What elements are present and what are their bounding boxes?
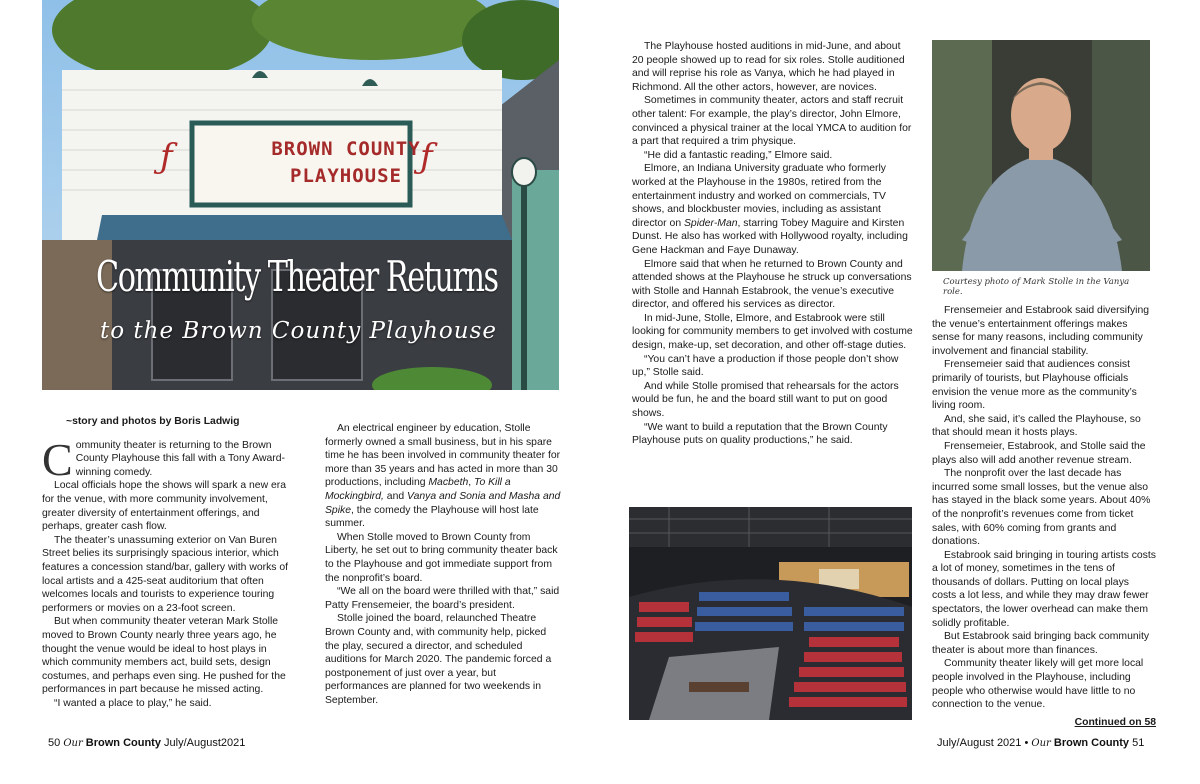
- auditorium-photo: [629, 507, 912, 720]
- article-column-3: [632, 40, 914, 448]
- svg-text:ƒ: ƒ: [420, 137, 433, 177]
- auditorium-illustration: [629, 507, 912, 720]
- paragraph: Stolle joined the board, relaunched Theatre Brown County and, with community help, picked the play, secured a director, and scheduled auditions for March 2020. The pandemic forced a postponement of just over a year, but performances are planned for two weekends in September.: [325, 613, 552, 706]
- issue-date: July/August: [164, 737, 221, 749]
- footer-separator: •: [1024, 737, 1029, 749]
- paragraph: When Stolle moved to Brown County from Liberty, he set out to bring community theater back to the Playhouse and got immediate support from the nonprofit’s board.: [325, 531, 558, 584]
- paragraph: Frensemeier said that audiences consist primarily of tourists, but Playhouse officials envision the venue more as the community’s living room.: [932, 359, 1137, 412]
- magazine-our: Our: [1031, 738, 1051, 749]
- portrait-illustration: [932, 40, 1150, 271]
- stolle-portrait-photo: [932, 40, 1150, 271]
- article-column-2: [325, 422, 561, 707]
- paragraph: “He did a fantastic reading,” Elmore said.: [644, 149, 833, 161]
- paragraph: Frensemeier and Estabrook said diversifying the venue’s entertainment offerings makes sense for many reasons, including community involvement and financial stability.: [932, 305, 1150, 357]
- photo-caption: Courtesy photo of Mark Stolle in the Vanya role.: [943, 277, 1130, 297]
- paragraph: An electrical engineer by education, Stolle formerly owned a small business, but in his spare time he has been involved in community theater for more than 35 years and has acted in more than 30 productions, including Macbeth, To Kill a Mockingbird, and Vanya and Sonia and Masha and Spike, the comedy the Playhouse will host late summer.: [325, 423, 561, 530]
- footer-right: [937, 737, 1144, 749]
- paragraph: The theater’s unassuming exterior on Van Buren Street belies its surprisingly spacious interior, which features a concession stand/bar, gallery with works of local artists and a 425-seat auditorium that often welcomes locals and tourists to experience touring performers or movies on a 23-foot screen.: [42, 534, 289, 614]
- paragraph: “I wanted a place to play,” he said.: [54, 697, 212, 709]
- paragraph: “We all on the board were thrilled with that,” said Patty Frensemeier, the board’s president.: [325, 586, 560, 611]
- issue-date: July/August: [937, 737, 994, 749]
- paragraph: Sometimes in community theater, actors and staff recruit other talent: For example, the play’s director, John Elmore, convinced a physical trainer at the local YMCA to audition for a part that required a trim physique.: [632, 95, 912, 148]
- page-number-right: 51: [1132, 737, 1145, 749]
- footer-left: [48, 737, 245, 749]
- playhouse-sign: [242, 136, 450, 190]
- magazine-brand: Brown County: [85, 737, 161, 749]
- svg-text:ƒ: ƒ: [160, 137, 173, 177]
- paragraph: In mid-June, Stolle, Elmore, and Estabrook were still looking for community members to get involved with costume design, make-up, set decoration, and other off-stage duties.: [632, 312, 913, 352]
- issue-year: 2021: [220, 737, 246, 749]
- sign-line-2: PLAYHOUSE: [290, 165, 402, 187]
- article-title: Community Theater Returns: [96, 252, 498, 301]
- paragraph: “We want to build a reputation that the Brown County Playhouse puts on quality productions,” he said.: [632, 421, 888, 447]
- article-column-1: [42, 415, 296, 710]
- paragraph: Elmore said that when he returned to Brown County and attended shows at the Playhouse he struck up conversations with Stolle and Hannah Estabrook, the venue’s executive director, and offered his services as director.: [632, 258, 912, 311]
- paragraph: Estabrook said bringing in touring artists costs a lot of money, sometimes in the tens of thousands of dollars. Putting on local plays costs a lot less, and while they may draw fewer spectators, the lower overhead can make them solidly profitable.: [932, 549, 1156, 629]
- paragraph: “You can’t have a production if those people don’t show up,” Stolle said.: [632, 353, 899, 379]
- article-column-4: [932, 304, 1156, 729]
- paragraph: And, she said, it’s called the Playhouse, so that should mean it hosts plays.: [932, 413, 1141, 439]
- continued-link[interactable]: Continued on 58: [1074, 716, 1156, 728]
- page-number-left: 50: [48, 737, 61, 749]
- paragraph: Community theater likely will get more local people involved in the Playhouse, including people who otherwise would have little to no connection to the venue.: [932, 658, 1144, 711]
- sign-line-1: BROWN COUNTY: [271, 138, 421, 160]
- magazine-brand: Brown County: [1053, 737, 1130, 749]
- paragraph: Frensemeier, Estabrook, and Stolle said the plays also will add another revenue stream.: [932, 440, 1146, 466]
- paragraph: Elmore, an Indiana University graduate who formerly worked at the Playhouse in the 1980s, retired from the entertainment industry and worked on commercials, TV shows, and blockbuster movies, including as assistant director on Spider-Man, starring Tobey Maguire and Kirsten Dunst. He also has worked with Hollywood royalty, including Gene Hackman and Faye Dunaway.: [632, 163, 908, 256]
- paragraph: But Estabrook said bringing back community theater is about more than finances.: [932, 631, 1150, 656]
- paragraph: The nonprofit over the last decade has incurred some small losses, but the venue also has stayed in the black some years. About 40% of the nonprofit’s revenues come from ticket sales, with 60% coming from grants and donations.: [932, 468, 1151, 548]
- paragraph: But when community theater veteran Mark Stolle moved to Brown County nearly three years ago, he thought the venue would be ideal to host plays in which community members act, build sets, design costumes, and perhaps even sing. He pushed for the performances in part because he missed acting.: [42, 616, 286, 696]
- paragraph: Community theater is returning to the Brown County Playhouse this fall with a Tony Award-winning comedy.: [42, 433, 285, 485]
- byline: ~story and photos by Boris Ladwig: [66, 416, 240, 427]
- paragraph: The Playhouse hosted auditions in mid-June, and about 20 people showed up to read for six roles. Stolle auditioned and will reprise his role as Vanya, which he had played in Richmond. All the other actors, however, are novices.: [632, 41, 905, 93]
- paragraph: And while Stolle promised that rehearsals for the actors would be fun, he and the board still want to put on good shows.: [632, 380, 899, 420]
- issue-year: 2021: [996, 737, 1022, 749]
- article-subtitle: to the Brown County Playhouse: [100, 318, 497, 344]
- drop-cap: C: [42, 433, 73, 485]
- magazine-our: Our: [63, 738, 83, 749]
- paragraph: Local officials hope the shows will spark a new era for the venue, with more community involvement, greater diversity of entertainment offerings, and perhaps, greater cash flow.: [42, 480, 286, 533]
